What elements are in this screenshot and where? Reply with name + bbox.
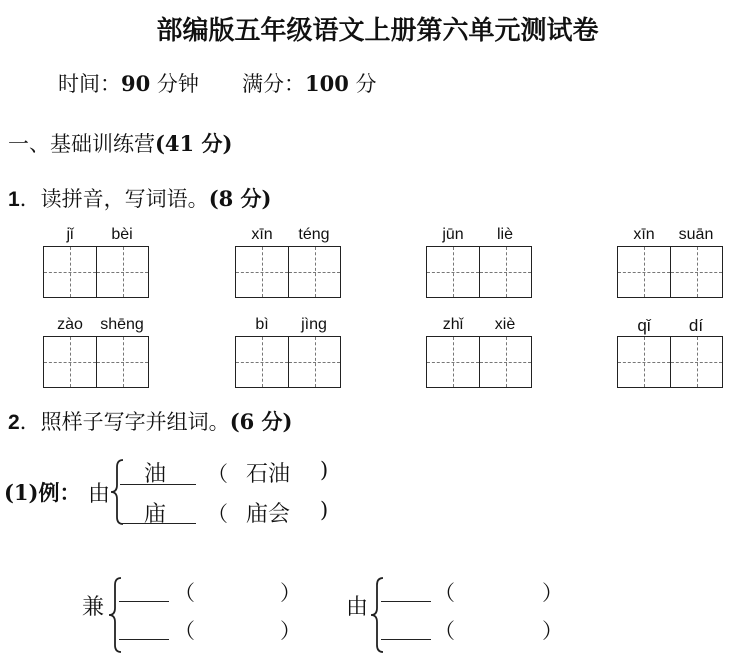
section-label: 一、基础训练营 <box>8 132 155 156</box>
example-base-char: 由 <box>88 482 111 507</box>
paren-close: ) <box>320 458 329 482</box>
pinyin: suān <box>678 226 714 243</box>
pinyin: qǐ <box>637 316 651 335</box>
page-title: 部编版五年级语文上册第六单元测试卷 <box>156 16 599 46</box>
score-label: 满分： <box>242 72 305 96</box>
paren-close: ） <box>280 619 301 643</box>
grid-cell[interactable] <box>479 337 531 387</box>
pinyin: xīn <box>251 226 273 243</box>
pinyin: xiè <box>494 316 516 333</box>
section-heading <box>8 128 232 158</box>
grid-cell[interactable] <box>288 337 340 387</box>
paren-close: ） <box>280 581 301 605</box>
grid-cell[interactable] <box>288 247 340 297</box>
answer-line <box>120 484 196 485</box>
paren-open: （ <box>434 581 455 605</box>
writing-grid[interactable] <box>235 246 341 298</box>
pinyin: zào <box>57 316 83 333</box>
answer-line[interactable] <box>381 639 431 640</box>
pinyin: shēng <box>100 316 144 333</box>
pinyin-group <box>44 316 148 334</box>
pinyin: jǐ <box>66 226 74 243</box>
example-char-2: 庙 <box>144 502 167 527</box>
pinyin: bèi <box>111 226 133 243</box>
paren-open: （ <box>207 462 228 486</box>
question-number: 2 <box>8 411 20 434</box>
answer-line[interactable] <box>119 639 169 640</box>
pinyin: bì <box>255 316 269 333</box>
section-score: (41 分) <box>155 131 233 156</box>
pinyin-group <box>427 226 531 244</box>
writing-grid[interactable] <box>617 246 723 298</box>
writing-grid[interactable] <box>43 246 149 298</box>
brace-icon <box>106 577 124 653</box>
grid-cell[interactable] <box>479 247 531 297</box>
grid-cell[interactable] <box>670 337 722 387</box>
exam-score <box>242 68 377 98</box>
grid-cell[interactable] <box>236 247 288 297</box>
pinyin: xīn <box>633 226 655 243</box>
exam-time <box>58 68 199 98</box>
grid-cell[interactable] <box>44 337 96 387</box>
question-score: (8 分) <box>208 186 272 211</box>
pinyin-group <box>44 226 148 244</box>
paren-open: （ <box>174 581 195 605</box>
example-label: (1)例： <box>4 480 81 505</box>
answer-line[interactable] <box>119 601 169 602</box>
pinyin-group <box>236 226 340 244</box>
writing-grid[interactable] <box>426 246 532 298</box>
grid-cell[interactable] <box>96 337 148 387</box>
paren-close: ) <box>320 498 329 522</box>
question-number: 1 <box>8 188 20 211</box>
writing-grid[interactable] <box>235 336 341 388</box>
brace-icon <box>108 459 126 525</box>
question-label: ．照样子写字并组词。 <box>19 410 230 434</box>
exercise-base-char: 由 <box>346 595 369 620</box>
pinyin: jìng <box>301 316 327 333</box>
grid-cell[interactable] <box>427 247 479 297</box>
example-word-2: 庙会 <box>246 502 291 527</box>
pinyin-group <box>618 226 722 244</box>
pinyin: liè <box>496 226 513 243</box>
question-1-heading <box>8 183 271 213</box>
pinyin-group <box>427 316 531 334</box>
question-2-heading <box>8 406 292 436</box>
grid-cell[interactable] <box>44 247 96 297</box>
paren-close: ） <box>542 581 563 605</box>
brace-icon <box>368 577 386 653</box>
pinyin: zhǐ <box>442 316 464 333</box>
question-label: ．读拼音，写词语。 <box>19 187 209 211</box>
paren-open: （ <box>207 502 228 526</box>
time-unit: 分钟 <box>150 72 199 96</box>
writing-grid[interactable] <box>43 336 149 388</box>
pinyin: jūn <box>442 226 464 243</box>
writing-grid[interactable] <box>426 336 532 388</box>
time-label: 时间： <box>58 72 121 96</box>
pinyin: téng <box>298 226 330 243</box>
paren-open: （ <box>434 619 455 643</box>
paren-close: ） <box>542 619 563 643</box>
grid-cell[interactable] <box>618 247 670 297</box>
question-score: (6 分) <box>229 409 293 434</box>
time-value: 90 <box>121 71 151 96</box>
grid-cell[interactable] <box>427 337 479 387</box>
score-value: 100 <box>305 71 349 96</box>
writing-grid[interactable] <box>617 336 723 388</box>
grid-cell[interactable] <box>236 337 288 387</box>
score-unit: 分 <box>348 72 377 96</box>
answer-line[interactable] <box>381 601 431 602</box>
exercise-base-char: 兼 <box>82 595 105 620</box>
example-word-1: 石油 <box>246 462 291 487</box>
pinyin-group <box>618 316 722 336</box>
grid-cell[interactable] <box>96 247 148 297</box>
pinyin: dí <box>688 316 704 335</box>
example-char-1: 油 <box>144 462 167 487</box>
paren-open: （ <box>174 619 195 643</box>
answer-line <box>120 523 196 524</box>
grid-cell[interactable] <box>618 337 670 387</box>
grid-cell[interactable] <box>670 247 722 297</box>
pinyin-group <box>236 316 340 334</box>
